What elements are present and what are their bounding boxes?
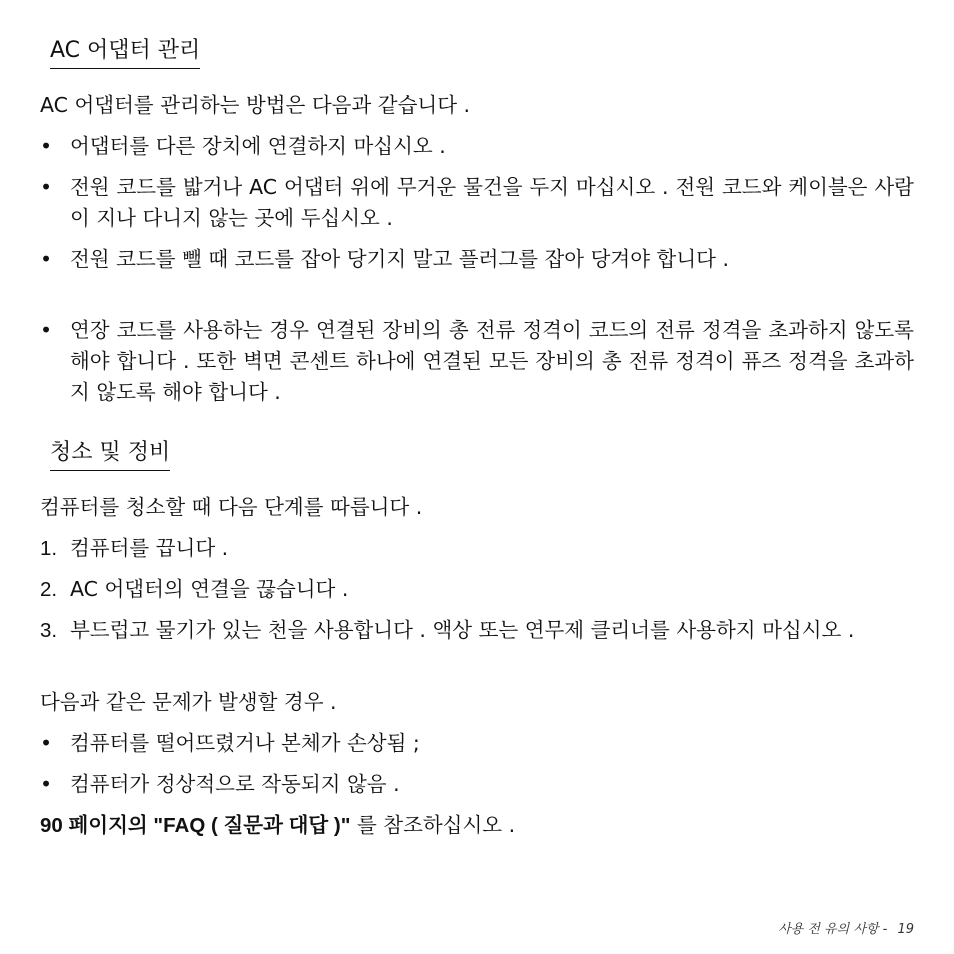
- section-heading-ac-adapter: AC 어댑터 관리: [50, 36, 200, 69]
- bullet-item: [40, 131, 914, 162]
- bullet-text: 전원 코드를 뺄 때 코드를 잡아 당기지 말고 플러그를 잡아 당겨야 합니다 .: [70, 247, 729, 271]
- step-number: 1.: [40, 537, 58, 560]
- bullet-item: [40, 172, 914, 234]
- bullet-item: [40, 769, 914, 800]
- bullet-text: 전원 코드를 밟거나 AC 어댑터 위에 무거운 물건을 두지 마십시오 . 전원 코드와 케이블은 사람이 지나 다니지 않는 곳에 두십시오 .: [70, 175, 914, 230]
- bullet-text: 컴퓨터가 정상적으로 작동되지 않음 .: [70, 772, 400, 796]
- bullet-text: 연장 코드를 사용하는 경우 연결된 장비의 총 전류 정격이 코드의 전류 정격을 초과하지 않도록 해야 합니다 . 또한 벽면 콘센트 하나에 연결된 모든 장비의 총 전류 정격이 퓨즈 정격을 초과하지 않도록 해야 합니다 .: [70, 318, 914, 404]
- ac-adapter-intro: AC 어댑터를 관리하는 방법은 다음과 같습니다 .: [40, 93, 471, 117]
- cleaning-intro: 컴퓨터를 청소할 때 다음 단계를 따릅니다 .: [40, 495, 423, 519]
- step-item: [40, 533, 914, 564]
- section-heading-cleaning: 청소 및 정비: [50, 438, 170, 471]
- bullet-glyph: •: [40, 134, 53, 158]
- bullet-item: [40, 728, 914, 759]
- bullet-glyph: •: [40, 772, 53, 796]
- bullet-text: 컴퓨터를 떨어뜨렸거나 본체가 손상됨 ;: [70, 731, 420, 755]
- bullet-glyph: •: [40, 175, 53, 199]
- bullet-text: 어댑터를 다른 장치에 연결하지 마십시오 .: [70, 134, 446, 158]
- bullet-glyph: •: [40, 731, 53, 755]
- step-number: 2.: [40, 578, 58, 601]
- bullet-glyph: •: [40, 318, 53, 342]
- faq-reference: [40, 810, 914, 841]
- step-item: [40, 574, 914, 605]
- bullet-item: [40, 244, 914, 275]
- page-footer: [778, 918, 914, 937]
- faq-reference-link-text: 90 페이지의 "FAQ ( 질문과 대답 )": [40, 814, 351, 837]
- step-text: 컴퓨터를 끕니다 .: [70, 536, 229, 560]
- step-text: AC 어댑터의 연결을 끊습니다 .: [70, 577, 349, 601]
- step-text: 부드럽고 물기가 있는 천을 사용합니다 . 액상 또는 연무제 클리너를 사용하지 마십시오 .: [70, 618, 855, 642]
- bullet-item: [40, 315, 914, 408]
- bullet-glyph: •: [40, 247, 53, 271]
- page-number: 19: [897, 922, 914, 937]
- step-number: 3.: [40, 619, 58, 642]
- faq-reference-rest: 를 참조하십시오 .: [350, 813, 516, 837]
- footer-section-title: 사용 전 유의 사항 -: [778, 922, 888, 937]
- conditions-intro: 다음과 같은 문제가 발생할 경우 .: [40, 690, 337, 714]
- step-item: [40, 615, 914, 646]
